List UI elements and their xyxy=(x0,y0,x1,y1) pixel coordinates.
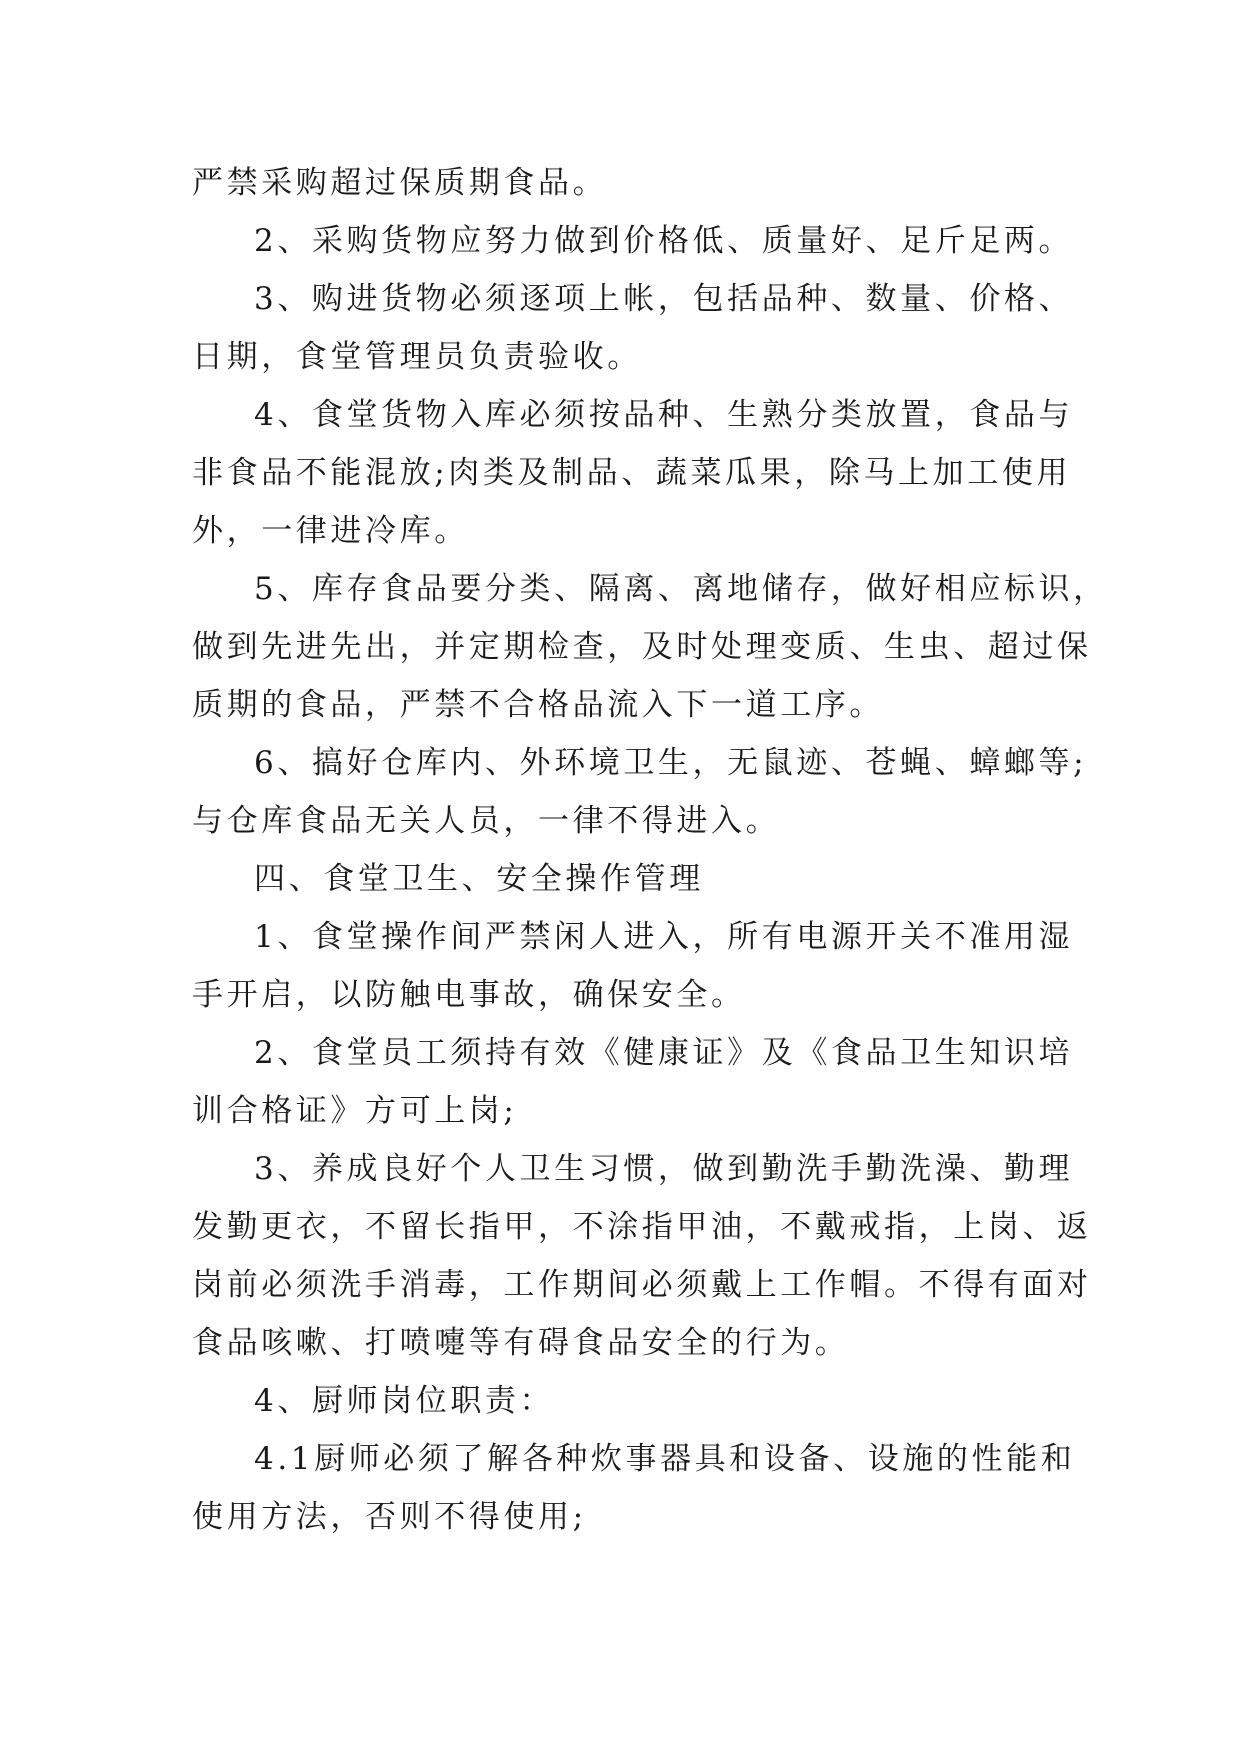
text-line: 1、食堂操作间严禁闲人进入，所有电源开关不准用湿 xyxy=(254,919,1074,955)
text-line: 岗前必须洗手消毒，工作期间必须戴上工作帽。不得有面对 xyxy=(192,1267,1092,1303)
text-line: 日期，食堂管理员负责验收。 xyxy=(192,339,642,375)
text-line: 发勤更衣，不留长指甲，不涂指甲油，不戴戒指，上岗、返 xyxy=(192,1209,1092,1245)
text-line: 食品咳嗽、打喷嚏等有碍食品安全的行为。 xyxy=(192,1325,850,1361)
text-line: 6、搞好仓库内、外环境卫生，无鼠迹、苍蝇、蟑螂等; xyxy=(254,745,1088,781)
text-line: 4、厨师岗位职责： xyxy=(254,1383,555,1419)
text-line: 2、采购货物应努力做到价格低、质量好、足斤足两。 xyxy=(254,223,1074,259)
text-line: 做到先进先出，并定期检查，及时处理变质、生虫、超过保 xyxy=(192,629,1092,665)
text-line: 使用方法，否则不得使用; xyxy=(192,1499,587,1535)
text-line: 5、库存食品要分类、隔离、离地储存，做好相应标识， xyxy=(254,571,1108,607)
text-line: 与仓库食品无关人员，一律不得进入。 xyxy=(192,803,781,839)
text-line: 4、食堂货物入库必须按品种、生熟分类放置，食品与 xyxy=(254,397,1074,433)
text-line: 训合格证》方可上岗; xyxy=(192,1093,518,1129)
text-line: 3、购进货物必须逐项上帐，包括品种、数量、价格、 xyxy=(254,281,1074,317)
text-line: 4.1厨师必须了解各种炊事器具和设备、设施的性能和 xyxy=(254,1441,1076,1477)
text-line: 3、养成良好个人卫生习惯，做到勤洗手勤洗澡、勤理 xyxy=(254,1151,1074,1187)
text-line: 严禁采购超过保质期食品。 xyxy=(192,165,608,201)
section-heading: 四、食堂卫生、安全操作管理 xyxy=(254,861,704,897)
text-line: 外，一律进冷库。 xyxy=(192,513,469,549)
text-line: 质期的食品，严禁不合格品流入下一道工序。 xyxy=(192,687,884,723)
text-line: 2、食堂员工须持有效《健康证》及《食品卫生知识培 xyxy=(254,1035,1074,1071)
text-line: 非食品不能混放;肉类及制品、蔬菜瓜果，除马上加工使用 xyxy=(192,455,1072,491)
text-line: 手开启，以防触电事故，确保安全。 xyxy=(192,977,746,1013)
